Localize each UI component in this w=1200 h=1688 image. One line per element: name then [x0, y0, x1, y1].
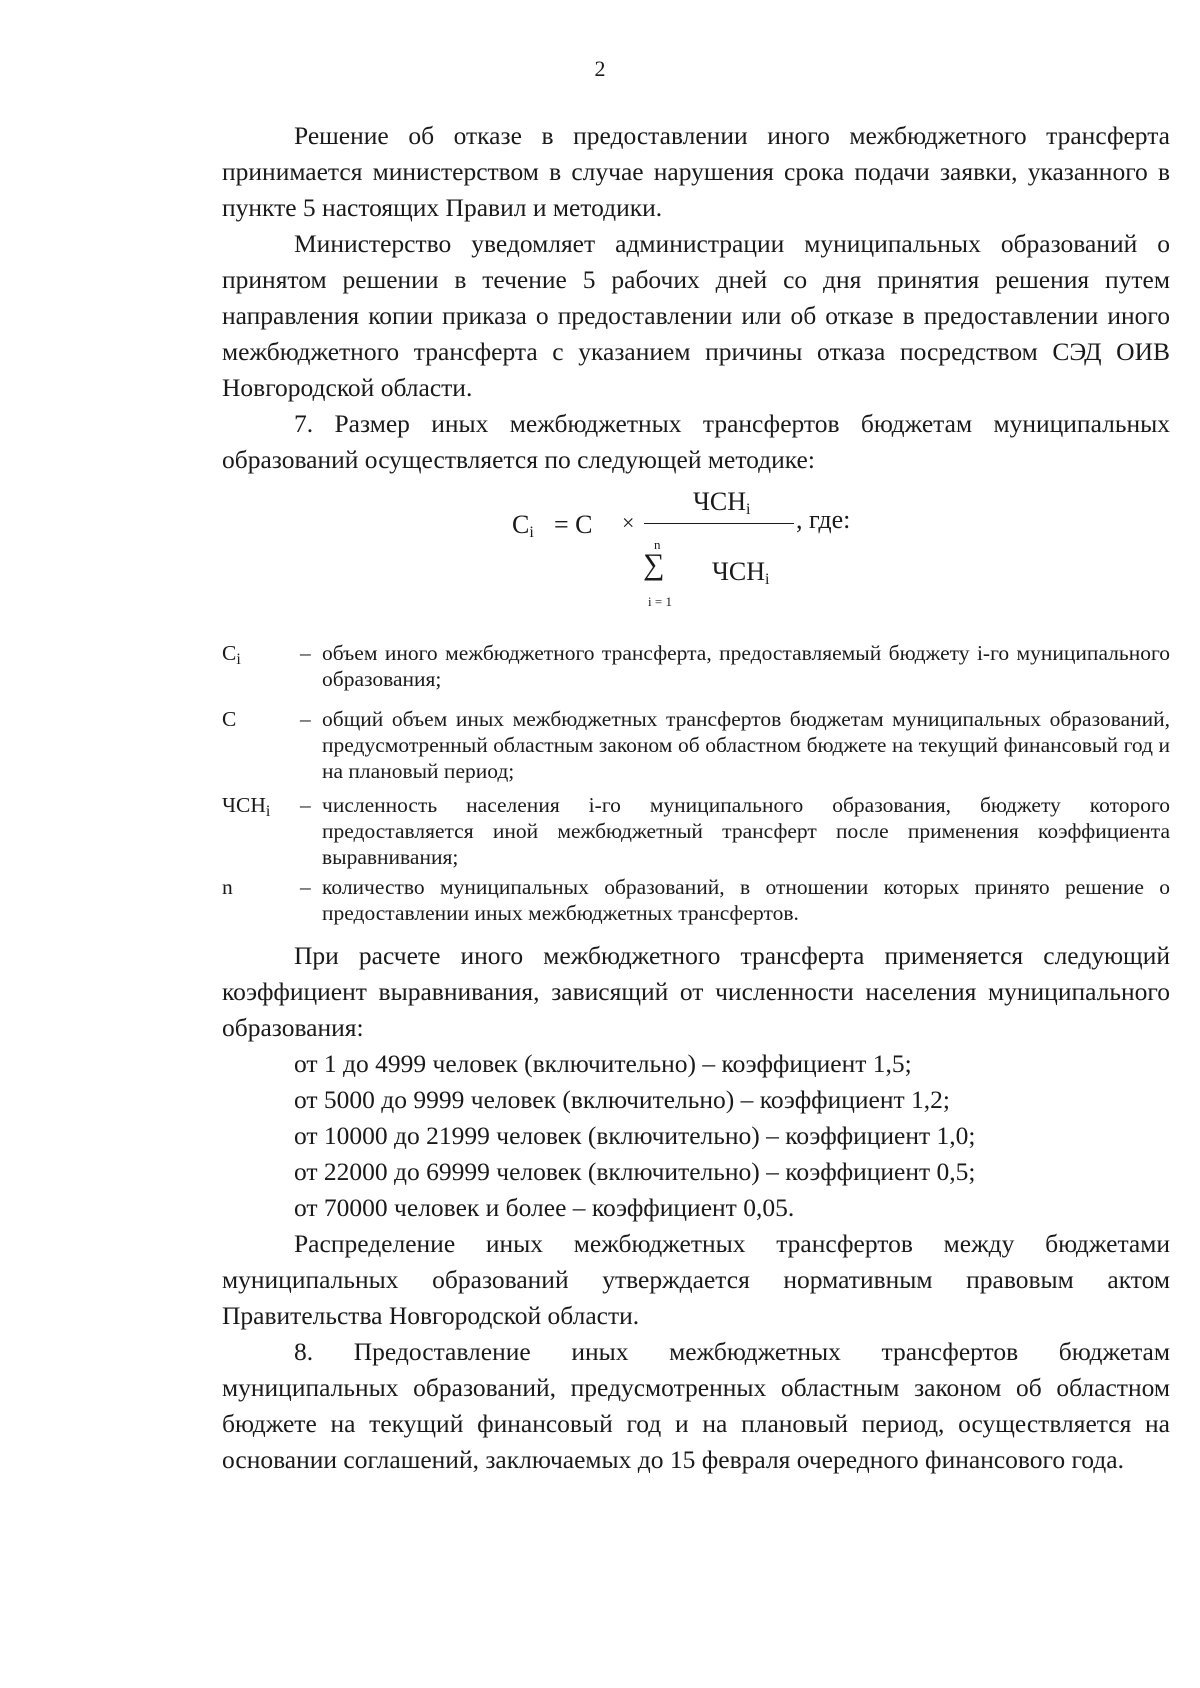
- definition-dash: –: [300, 875, 311, 899]
- definitions-list: [222, 640, 1170, 925]
- definition-item: [222, 792, 1170, 872]
- definition-term: C: [222, 707, 237, 731]
- formula: [0, 0, 1200, 640]
- definition-text: объем иного межбюджетного трансферта, предоставляемый бюджету i-го муниципального образования;: [322, 641, 1170, 691]
- definition-term: n: [222, 875, 233, 899]
- definition-text: общий объем иных межбюджетных трансфертов бюджетам муниципальных образований, предусмотренный областным законом об областном бюджете на текущий финансовый год и на плановый период;: [322, 707, 1170, 783]
- paragraph-distribution: Распределение иных межбюджетных трансфертов между бюджетами муниципальных образований утверждается нормативным правовым актом Правительства Новгородской области.: [222, 1229, 1170, 1330]
- definition-term: $C_i$: [222, 641, 241, 668]
- paragraph-coef-intro: При расчете иного межбюджетного трансферта применяется следующий коэффициент выравнивания, зависящий от численности населения муниципального образования:: [222, 941, 1170, 1042]
- coefficient-line: от 10000 до 21999 человек (включительно) – коэффициент 1,0;: [294, 1121, 976, 1150]
- definition-item: [222, 706, 1170, 786]
- definition-term: $ЧСН_i$: [222, 793, 271, 820]
- sigma-upper: n: [654, 537, 661, 552]
- definition-dash: –: [300, 793, 311, 817]
- formula-numerator: $ЧСН_i$: [693, 487, 751, 518]
- paragraph-methodology: 7. Размер иных межбюджетных трансфертов бюджетам муниципальных образований осуществляется по следующей методике:: [222, 409, 1170, 474]
- coefficient-line: от 5000 до 9999 человек (включительно) – коэффициент 1,2;: [294, 1085, 951, 1114]
- fraction-bar: [644, 523, 794, 524]
- definition-text: численность населения i-го муниципального образования, бюджету которого предоставляется иной межбюджетный трансферт после применения коэффициента выравнивания;: [322, 793, 1170, 869]
- paragraph-notification: Министерство уведомляет администрации муниципальных образований о принятом решении в течение 5 рабочих дней со дня принятия решения путем направления копии приказа о предоставлении или об отказе в предоставлении иного межбюджетного трансферта с указанием причины отказа посредством СЭД ОИВ Новгородской области.: [222, 229, 1170, 402]
- formula-denominator: $ЧСН_i$: [712, 557, 770, 588]
- definition-text: количество муниципальных образований, в отношении которых принято решение о предоставлении иных межбюджетных трансфертов.: [322, 875, 1170, 925]
- coefficient-line: от 70000 человек и более – коэффициент 0,05.: [294, 1193, 795, 1222]
- definition-dash: –: [300, 641, 311, 665]
- sigma-lower: i = 1: [648, 594, 672, 609]
- definition-item: [222, 874, 1170, 930]
- formula-times: ×: [622, 510, 635, 535]
- formula-lhs: $C_i$: [512, 510, 534, 541]
- coefficient-line: от 22000 до 69999 человек (включительно) – коэффициент 0,5;: [294, 1157, 976, 1186]
- paragraph-agreements: 8. Предоставление иных межбюджетных трансфертов бюджетам муниципальных образований, предусмотренных областным законом об областном бюджете на текущий финансовый год и на плановый период, осуществляется на основании соглашений, заключаемых до 15 февраля очередного финансового года.: [222, 1337, 1170, 1474]
- paragraph-refusal: Решение об отказе в предоставлении иного межбюджетного трансферта принимается министерством в случае нарушения срока подачи заявки, указанного в пункте 5 настоящих Правил и методики.: [222, 121, 1170, 222]
- coefficient-section: [222, 938, 1170, 1478]
- page-number: 2: [594, 56, 606, 81]
- formula-where: , где:: [796, 505, 851, 534]
- sigma-symbol: ∑: [643, 548, 665, 581]
- formula-equals: = C: [554, 510, 593, 539]
- coefficient-line: от 1 до 4999 человек (включительно) – коэффициент 1,5;: [294, 1049, 912, 1078]
- definition-item: [222, 640, 1170, 696]
- definition-dash: –: [300, 707, 311, 731]
